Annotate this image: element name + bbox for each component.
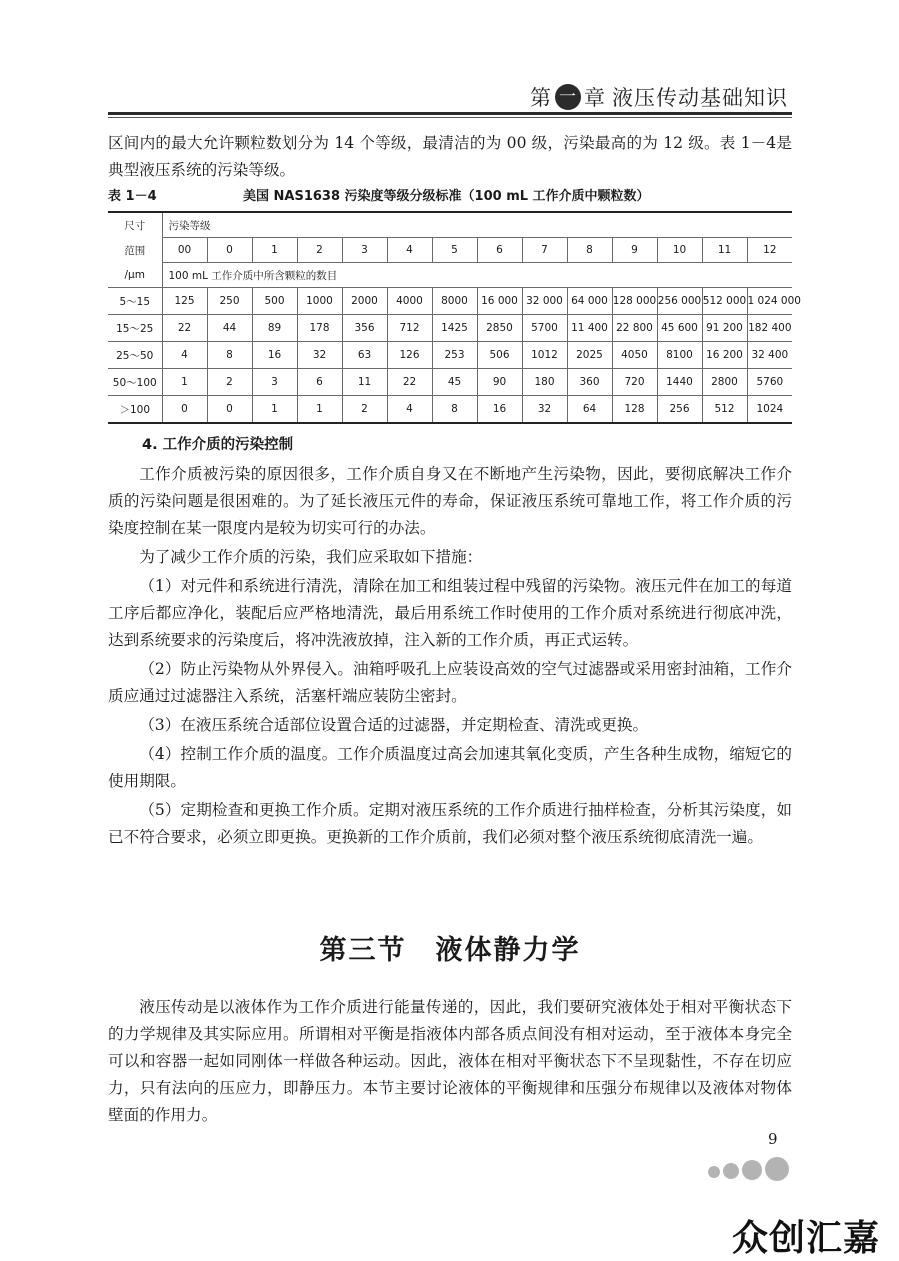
table-title: 美国 NAS1638 污染度等级分级标准（100 mL 工作介质中颗粒数） [243,189,650,204]
count-cell: 125 [162,288,207,315]
dot-icon [708,1166,720,1178]
table-row [108,315,792,342]
count-cell: 2850 [477,315,522,342]
count-cell: 356 [342,315,387,342]
grade-cell: 8 [567,238,612,263]
count-cell: 16 200 [702,342,747,369]
count-cell: 0 [207,396,252,424]
count-cell: 8000 [432,288,477,315]
dot-icon [765,1157,789,1181]
body-paragraph: （4）控制工作介质的温度。工作介质温度过高会加速其氧化变质，产生各种生成物，缩短它的使用期限。 [108,745,792,790]
grade-cell: 3 [342,238,387,263]
count-cell: 11 400 [567,315,612,342]
count-cell: 89 [252,315,297,342]
count-cell: 90 [477,369,522,396]
count-cell: 182 400 [747,315,792,342]
count-cell: 45 600 [657,315,702,342]
count-cell: 16 [252,342,297,369]
count-cell: 180 [522,369,567,396]
count-cell: 8 [432,396,477,424]
grade-header: 污染等级 [162,212,792,238]
count-cell: 128 [612,396,657,424]
count-cell: 45 [432,369,477,396]
count-cell: 8100 [657,342,702,369]
subheading: 4. 工作介质的污染控制 [142,437,294,453]
page-number: 9 [768,1130,778,1148]
count-cell: 128 000 [612,288,657,315]
nas1638-table [108,211,801,424]
paragraphs [108,461,792,851]
header-rule-thin [108,117,792,118]
count-cell: 16 [477,396,522,424]
stub-size: 尺寸 [108,212,162,238]
table-row [108,288,792,315]
stub-range: 范围 [108,238,162,263]
count-cell: 5760 [747,369,792,396]
body-section [108,432,792,851]
count-cell: 1440 [657,369,702,396]
count-cell: 4 [162,342,207,369]
count-cell: 2025 [567,342,612,369]
count-cell: 3 [252,369,297,396]
count-cell: 44 [207,315,252,342]
count-cell: 126 [387,342,432,369]
count-cell: 22 [162,315,207,342]
size-range-cell: 5～15 [108,288,162,315]
count-cell: 91 200 [702,315,747,342]
size-range-cell: 15～25 [108,315,162,342]
count-cell: 2 [342,396,387,424]
chapter-suffix: 章 [584,86,606,110]
count-header: 100 mL 工作介质中所含颗粒的数目 [162,263,792,288]
grade-cell: 1 [252,238,297,263]
count-cell: 16 000 [477,288,522,315]
count-cell: 1 [162,369,207,396]
count-cell: 64 [567,396,612,424]
count-cell: 2800 [702,369,747,396]
body-paragraph: （3）在液压系统合适部位设置合适的过滤器，并定期检查、清洗或更换。 [139,716,649,734]
section-text: 液压传动是以液体作为工作介质进行能量传递的，因此，我们要研究液体处于相对平衡状态下的力学规律及其实际应用。所谓相对平衡是指液体内部各质点间没有相对运动，至于液体本身完全可以和容器一起如同刚体一样做各种运动。因此，液体在相对平衡状态下不呈现黏性，不存在切应力，只有法向的压应力，即静压力。本节主要讨论液体的平衡规律和压强分布规律以及液体对物体壁面的作用力。 [108,998,792,1124]
count-cell: 500 [252,288,297,315]
decorative-dots [700,1156,792,1182]
grade-cell: 2 [297,238,342,263]
chapter-number-badge: 一 [555,84,581,110]
count-cell: 360 [567,369,612,396]
count-cell: 63 [342,342,387,369]
header-rule [108,112,792,115]
grade-cell: 11 [702,238,747,263]
count-cell: 1 024 000 [747,288,792,315]
body-paragraph: 为了减少工作介质的污染，我们应采取如下措施： [139,548,483,566]
body-paragraph: （5）定期检查和更换工作介质。定期对液压系统的工作介质进行抽样检查，分析其污染度，如已不符合要求，必须立即更换。更换新的工作介质前，我们必须对整个液压系统彻底清洗一遍。 [108,801,792,846]
count-cell: 1 [252,396,297,424]
grade-cell: 7 [522,238,567,263]
count-cell: 712 [387,315,432,342]
count-cell: 1012 [522,342,567,369]
count-cell: 64 000 [567,288,612,315]
grade-cell: 9 [612,238,657,263]
table-row [108,396,792,424]
count-cell: 512 [702,396,747,424]
count-cell: 4 [387,396,432,424]
intro-text: 区间内的最大允许颗粒数划分为 14 个等级，最清洁的为 00 级，污染最高的为 12 级。表 1－4是典型液压系统的污染等级。 [108,134,792,179]
count-cell: 512 000 [702,288,747,315]
count-cell: 178 [297,315,342,342]
section-paragraph [108,994,792,1129]
section-title: 第三节 液体静力学 [319,935,581,966]
table-caption [108,182,792,206]
grade-cell: 00 [162,238,207,263]
count-cell: 32 [297,342,342,369]
grade-cell: 5 [432,238,477,263]
intro-paragraph [108,130,792,184]
chapter-label [530,82,788,112]
count-cell: 22 800 [612,315,657,342]
count-cell: 4000 [387,288,432,315]
grade-cell: 12 [747,238,792,263]
count-cell: 1024 [747,396,792,424]
count-cell: 2000 [342,288,387,315]
count-cell: 1 [297,396,342,424]
count-cell: 4050 [612,342,657,369]
size-range-cell: 25～50 [108,342,162,369]
table-row [108,342,792,369]
count-cell: 720 [612,369,657,396]
chapter-prefix: 第 [530,86,552,110]
dot-icon [723,1163,739,1179]
count-cell: 250 [207,288,252,315]
count-cell: 256 000 [657,288,702,315]
grade-cell: 6 [477,238,522,263]
count-cell: 256 [657,396,702,424]
count-cell: 2 [207,369,252,396]
grade-cell: 4 [387,238,432,263]
count-cell: 32 400 [747,342,792,369]
count-cell: 1000 [297,288,342,315]
count-cell: 506 [477,342,522,369]
count-cell: 22 [387,369,432,396]
count-cell: 253 [432,342,477,369]
count-cell: 32 000 [522,288,567,315]
size-range-cell: 50～100 [108,369,162,396]
stub-unit: /μm [108,263,162,288]
body-paragraph: 工作介质被污染的原因很多，工作介质自身又在不断地产生污染物，因此，要彻底解决工作介质的污染问题是很困难的。为了延长液压元件的寿命，保证液压系统可靠地工作，将工作介质的污染度控制在某一限度内是较为切实可行的办法。 [108,465,792,537]
watermark: 众创汇嘉 [732,1218,881,1259]
grade-cell: 10 [657,238,702,263]
table-row [108,369,792,396]
dot-icon [742,1160,762,1180]
grade-cell: 0 [207,238,252,263]
count-cell: 1425 [432,315,477,342]
chapter-title: 液压传动基础知识 [612,86,788,110]
count-cell: 0 [162,396,207,424]
count-cell: 5700 [522,315,567,342]
body-paragraph: （1）对元件和系统进行清洗，清除在加工和组装过程中残留的污染物。液压元件在加工的每道工序后都应净化，装配后应严格地清洗，最后用系统工作时使用的工作介质对系统进行彻底冲洗，达到系统要求的污染度后，将冲洗液放掉，注入新的工作介质，再正式运转。 [108,577,792,649]
count-cell: 11 [342,369,387,396]
table-number: 表 1－4 [108,189,157,204]
count-cell: 8 [207,342,252,369]
count-cell: 32 [522,396,567,424]
running-header [108,78,792,116]
count-cell: 6 [297,369,342,396]
body-paragraph: （2）防止污染物从外界侵入。油箱呼吸孔上应装设高效的空气过滤器或采用密封油箱，工作介质应通过过滤器注入系统，活塞杆端应装防尘密封。 [108,660,792,705]
size-range-cell: ＞100 [108,396,162,424]
